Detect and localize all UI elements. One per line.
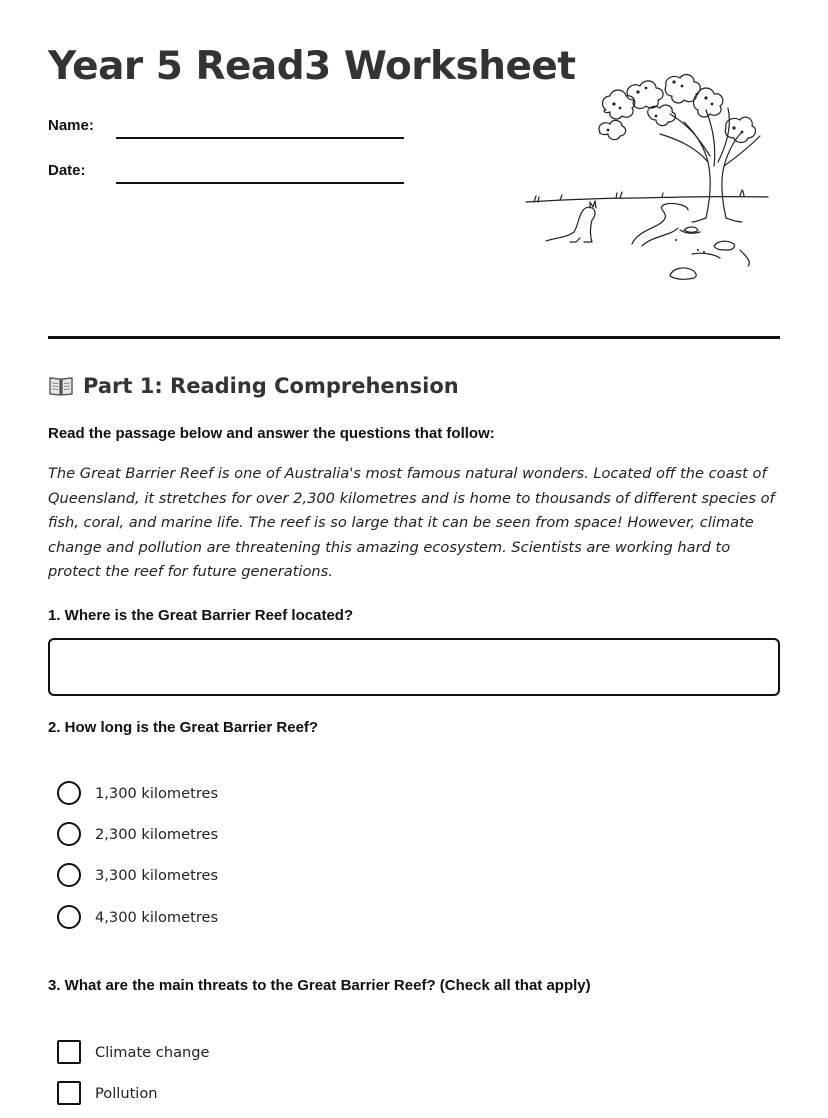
question-1: 1. Where is the Great Barrier Reef located? <box>48 607 354 624</box>
radio-button[interactable] <box>57 863 81 887</box>
question-3: 3. What are the main threats to the Great Barrier Reef? (Check all that apply) <box>48 977 591 994</box>
checkbox[interactable] <box>57 1081 81 1105</box>
question-1-answer-input[interactable] <box>48 638 780 696</box>
name-field-row <box>48 117 408 141</box>
question-2-option-4[interactable] <box>57 904 218 930</box>
name-field[interactable] <box>116 137 404 139</box>
option-label: Climate change <box>95 1043 210 1061</box>
reading-passage: The Great Barrier Reef is one of Australia's most famous natural wonders. Located off the coast of Queensland, it stretches for over 2,300 kilometres and is home to thousands of different species of fish, coral, and marine life. The reef is so large that it can be seen from space! However, climate change and pollution are threatening this amazing ecosystem. Scientists are working hard to protect the reef for future generations. <box>48 465 775 581</box>
date-field-row <box>48 162 408 186</box>
option-label: 1,300 kilometres <box>95 784 219 802</box>
part1-heading <box>48 374 459 398</box>
option-label: 4,300 kilometres <box>95 908 219 926</box>
name-label: Name: <box>48 117 94 134</box>
question-2-option-3[interactable] <box>57 862 218 888</box>
open-book-icon <box>48 375 74 397</box>
option-label: Pollution <box>95 1084 158 1102</box>
checkbox[interactable] <box>57 1040 81 1064</box>
outback-tree-kangaroo-illustration <box>520 70 772 280</box>
instruction-text: Read the passage below and answer the questions that follow: <box>48 425 495 442</box>
date-label: Date: <box>48 162 86 179</box>
option-label: 3,300 kilometres <box>95 866 219 884</box>
question-3-option-1[interactable] <box>57 1039 210 1065</box>
question-2-option-1[interactable] <box>57 780 218 806</box>
worksheet-title: Year 5 Read3 Worksheet <box>48 44 576 89</box>
section-divider <box>48 336 780 339</box>
question-3-option-2[interactable] <box>57 1080 158 1106</box>
option-label: 2,300 kilometres <box>95 825 219 843</box>
date-field[interactable] <box>116 182 404 184</box>
question-2: 2. How long is the Great Barrier Reef? <box>48 719 319 736</box>
radio-button[interactable] <box>57 781 81 805</box>
question-2-option-2[interactable] <box>57 821 218 847</box>
radio-button[interactable] <box>57 905 81 929</box>
radio-button[interactable] <box>57 822 81 846</box>
part1-heading-text: Part 1: Reading Comprehension <box>83 374 459 398</box>
